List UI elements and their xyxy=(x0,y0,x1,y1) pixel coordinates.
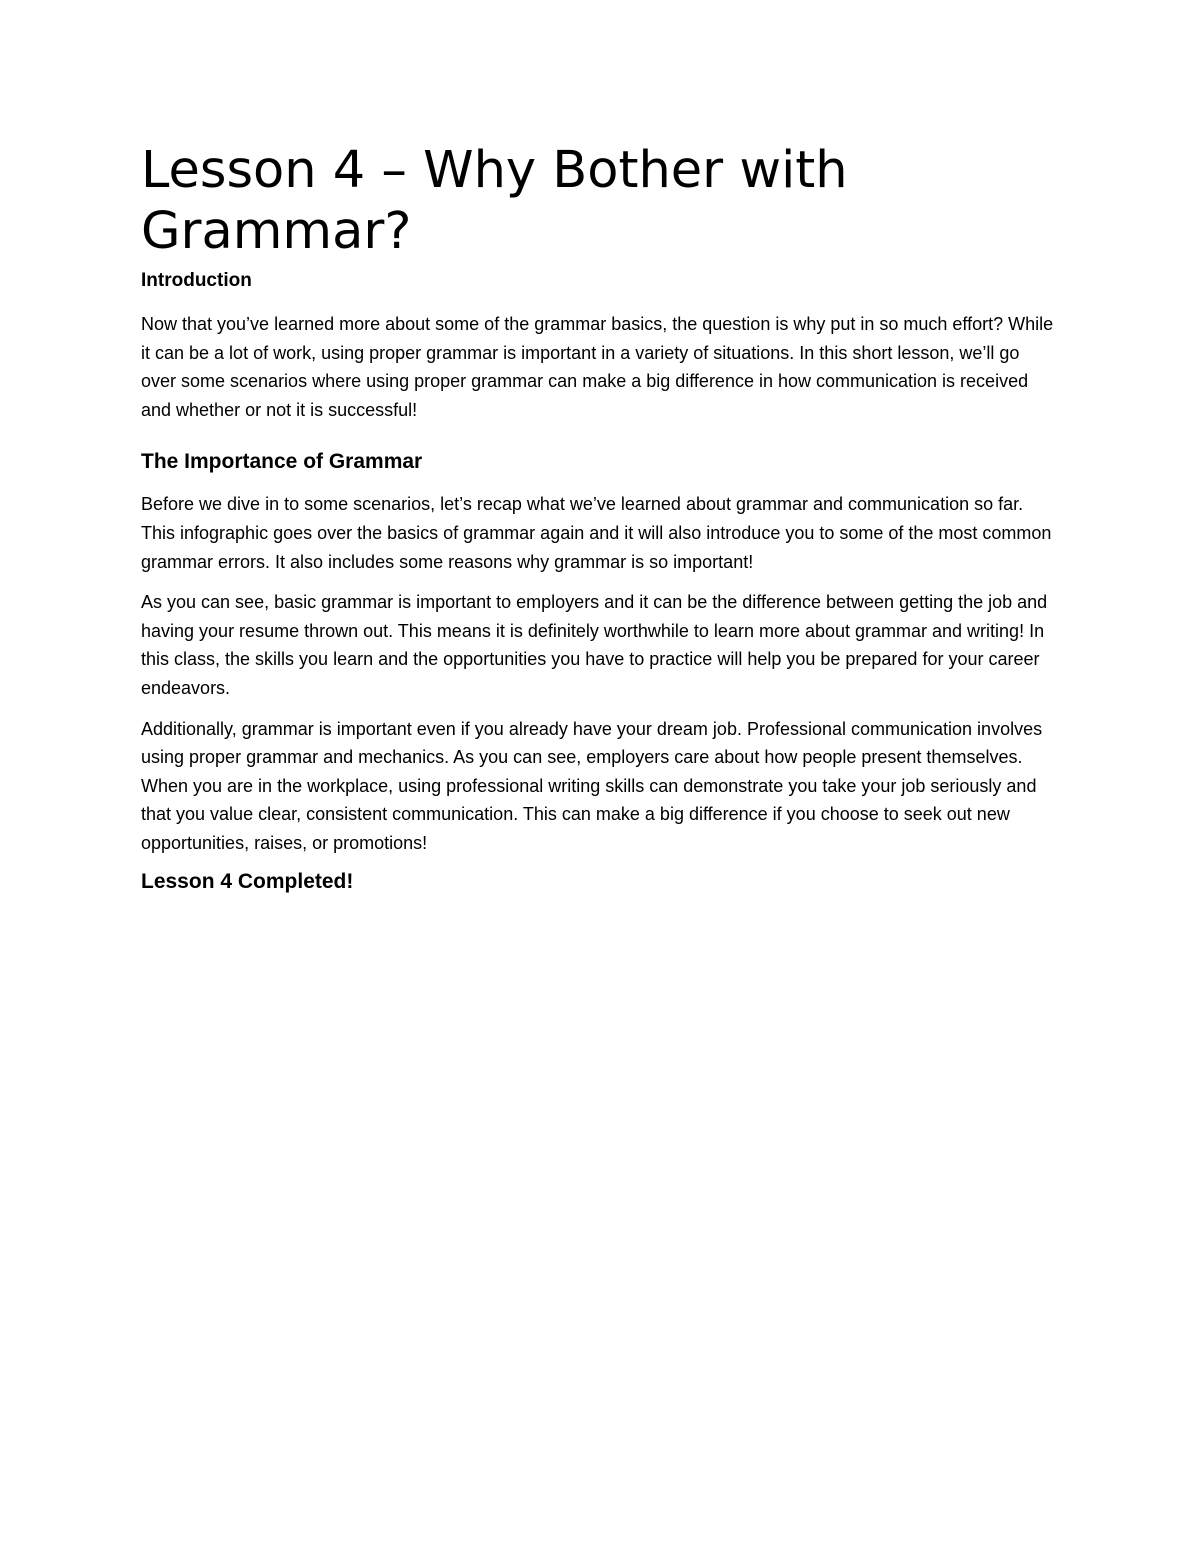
body-paragraph-1: Before we dive in to some scenarios, let’s recap what we’ve learned about grammar and communication so far. This infographic goes over the basics of grammar again and it will also introduce you to some of the most common grammar errors. It also includes some reasons why grammar is so important! xyxy=(141,494,1052,572)
section-heading: The Importance of Grammar xyxy=(141,450,423,474)
body-paragraph-3: Additionally, grammar is important even if you already have your dream job. Professional communication involves using proper grammar and mechanics. As you can see, employers care about how people present themselves. When you are in the workplace, using professional writing skills can demonstrate you take your job seriously and that you value clear, consistent communication. This can make a big difference if you choose to seek out new opportunities, raises, or promotions! xyxy=(141,718,1043,853)
lesson-completed-heading: Lesson 4 Completed! xyxy=(141,869,354,893)
page-title: Lesson 4 – Why Bother with Grammar? xyxy=(141,141,848,261)
intro-heading: Introduction xyxy=(141,270,252,291)
body-paragraph-2: As you can see, basic grammar is important to employers and it can be the difference between getting the job and having your resume thrown out. This means it is definitely worthwhile to learn more about grammar and writing! In this class, the skills you learn and the opportunities you have to practice will help you be prepared for your career endeavors. xyxy=(141,592,1048,698)
document-body xyxy=(141,140,1059,896)
intro-paragraph: Now that you’ve learned more about some of the grammar basics, the question is why put in so much effort? While it can be a lot of work, using proper grammar is important in a variety of situations. In this short lesson, we’ll go over some scenarios where using proper grammar can make a big difference in how communication is received and whether or not it is successful! xyxy=(141,314,1054,420)
